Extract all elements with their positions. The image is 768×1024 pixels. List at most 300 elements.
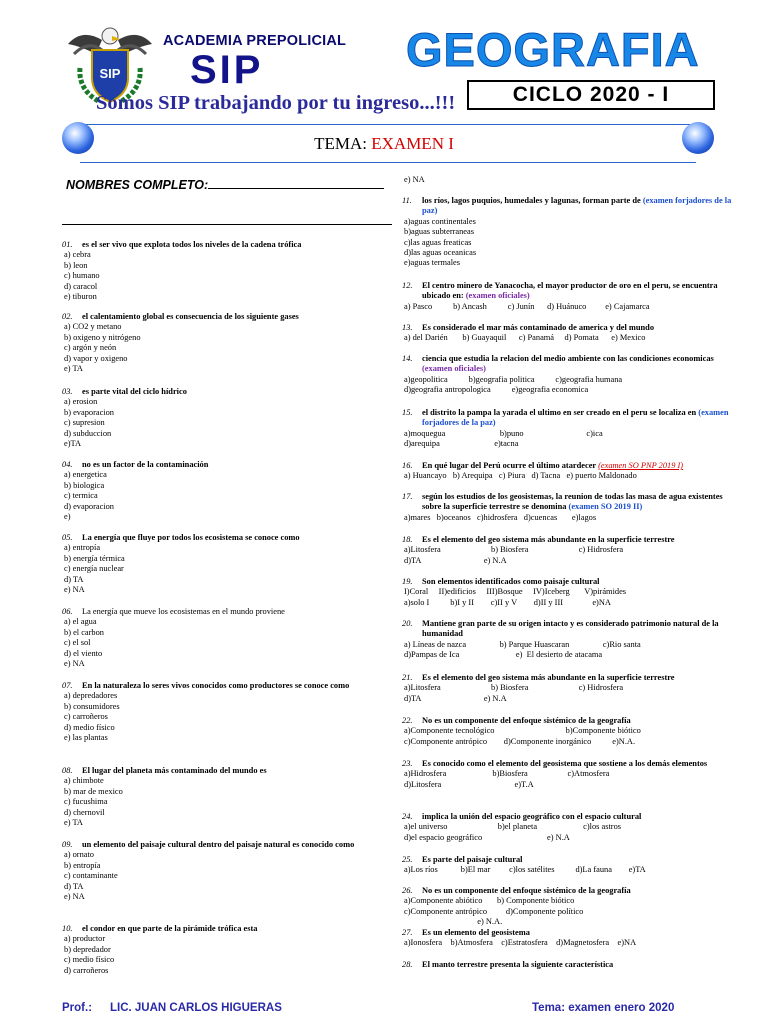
answer-option: a)mares (404, 512, 431, 522)
answer-option: b) oxigeno y nitrógeno (64, 332, 141, 342)
question-number: 19. (402, 577, 413, 586)
answer-option: e) Mexico (611, 333, 646, 343)
tema-heading (0, 134, 768, 154)
answer-option: b) Arequipa (452, 471, 493, 481)
answer-option: II)edificios (438, 587, 476, 597)
question-text: Es parte del paisaje cultural (422, 855, 523, 864)
question-text: Es el elemento del geo sistema más abundante en la superficie terrestre (422, 535, 675, 544)
answer-option: d)Magnetosfera (556, 938, 610, 948)
answer-option: a)Hidrosfera (404, 769, 447, 779)
answer-option: e) TA (64, 364, 83, 374)
answer-option: d)TA (404, 693, 422, 703)
answer-option: e)aguas termales (404, 258, 461, 268)
question-text: No es un componente del enfoque sistémico de la geografía (422, 886, 631, 895)
nombres-underline[interactable] (208, 176, 384, 189)
question-number: 22. (402, 716, 413, 725)
question-number: 28. (402, 960, 413, 969)
question-title (402, 323, 732, 333)
answer-option: a)Componente tecnológico (404, 726, 495, 736)
question-08 (62, 766, 392, 828)
answer-options-row (402, 471, 732, 481)
answer-options-row (402, 938, 732, 948)
question-27 (402, 928, 732, 949)
answer-option: c) Hidrosfera (578, 545, 624, 555)
exam-tag: (examen forjadores de la paz) (422, 196, 732, 216)
brand-title: SIP (190, 48, 264, 92)
question-text: ciencia que estudia la relacion del medio ambiente con las condiciones economicas (422, 354, 714, 363)
question-09 (62, 840, 392, 902)
answer-option: e)NA (592, 597, 611, 607)
question-text: Son elementos identificados como paisaje cultural (422, 577, 600, 586)
question-title (402, 928, 732, 938)
question-text: El centro minero de Yanacocha, el mayor productor de oro en el peru, se encuentra ubicado en: (422, 281, 718, 301)
answer-option: d) chernovil (64, 807, 105, 817)
answer-option: b) leon (64, 260, 88, 270)
answer-options-row (402, 822, 732, 832)
question-text: Es conocido como el elemento del geosistema que sostiene a los demás elementos (422, 759, 708, 768)
answer-option: c) Piura (498, 471, 526, 481)
question-number: 06. (62, 607, 73, 616)
question-title (62, 240, 392, 250)
answer-option: c)Componente antrópico (404, 736, 488, 746)
answer-option: e) NA (64, 659, 85, 669)
question-number: 23. (402, 759, 413, 768)
answer-option: c)ica (586, 428, 603, 438)
question-13 (402, 323, 732, 344)
answer-option: a)aguas continentales (404, 216, 476, 226)
answer-options-row (402, 598, 732, 608)
answer-option: c)Rio santa (602, 639, 641, 649)
answer-option: c) Junín (507, 301, 535, 311)
question-text: un elemento del paisaje cultural dentro del paisaje natural es conocido como (82, 840, 355, 849)
question-number: 15. (402, 408, 413, 417)
question-26 (402, 886, 732, 928)
question-number: 09. (62, 840, 73, 849)
answer-option: c)Estratosfera (501, 938, 548, 948)
question-text: No es un componente del enfoque sistémico de la geografía (422, 716, 631, 725)
exam-tag: (examen SO PNP 2019 I) (598, 461, 684, 470)
answer-option: d) Pomata (564, 333, 599, 343)
answer-option: e) N.A. (477, 917, 503, 927)
answer-option: a) productor (64, 934, 106, 944)
answer-option: b) Biosfera (491, 683, 529, 693)
question-title (402, 855, 732, 865)
answer-options-row (402, 726, 732, 736)
answer-option: c) contaminante (64, 871, 118, 881)
question-title (402, 886, 732, 896)
answer-option: e) El desierto de atacama (515, 650, 603, 660)
answer-option: IV)Iceberg (533, 587, 570, 597)
answer-option: a) depredadores (64, 691, 118, 701)
question-number: 01. (62, 240, 73, 249)
question-05 (62, 533, 392, 595)
question-number: 03. (62, 387, 73, 396)
answer-option: a)moquegua (404, 428, 446, 438)
question-number: 27. (402, 928, 413, 937)
answer-option: e) tiburon (64, 292, 97, 302)
question-text: el distrito la pampa la yarada el ultimo en ser creado en el peru se localiza en (422, 408, 697, 417)
answer-option: d)el espacio geográfico (404, 832, 483, 842)
answer-option: d) carroñeros (64, 965, 109, 975)
footer-prof-label: Prof.: (62, 1002, 93, 1014)
answer-option: e)tacna (494, 439, 519, 449)
answer-option: c) argón y neón (64, 343, 117, 353)
question-title (62, 387, 392, 397)
answer-option: d)II y III (533, 597, 564, 607)
answer-option: b) consumidores (64, 701, 120, 711)
question-number: 08. (62, 766, 73, 775)
cycle-box: CICLO 2020 - I (467, 80, 715, 110)
question-number: 12. (402, 281, 413, 290)
exam-tag: (examen oficiales) (422, 364, 486, 374)
answer-options-row (402, 640, 732, 650)
question-title (62, 766, 392, 776)
answer-option: a)Los ríos (404, 865, 438, 875)
eagle-head (102, 28, 118, 44)
answer-options-row (402, 780, 732, 790)
answer-option: b) Ancash (453, 301, 487, 311)
answer-option: a) energetica (64, 470, 107, 480)
answer-option: e) (64, 512, 71, 522)
answer-options-row (402, 385, 732, 395)
answer-option: a)Componente abiótico (404, 896, 483, 906)
question-title (402, 535, 732, 545)
question-06 (62, 607, 392, 669)
question-15 (402, 408, 732, 450)
question-12 (402, 281, 732, 312)
answer-option: b)oceanos (436, 512, 471, 522)
question-text: En la naturaleza lo seres vivos conocidos como productores se conoce como (82, 681, 350, 690)
question-text: es el ser vivo que explota todos los niveles de la cadena trófica (82, 240, 302, 249)
logo-text: SIP (99, 66, 121, 81)
answer-options-row (402, 587, 732, 597)
question-number: 02. (62, 312, 73, 321)
answer-option: d) caracol (64, 281, 98, 291)
tema-label: TEMA: (314, 134, 367, 153)
answer-option: e) Cajamarca (605, 301, 650, 311)
answer-option: d) evaporacion (64, 501, 114, 511)
question-number: 21. (402, 673, 413, 682)
answer-option: b) Parque Huascaran (499, 639, 570, 649)
question-title (62, 924, 392, 934)
answer-option: d)cuencas (523, 512, 558, 522)
answer-option: c) el sol (64, 638, 91, 648)
answer-option: b) energía térmica (64, 553, 125, 563)
question-25 (402, 855, 732, 876)
answer-option: a) Líneas de nazca (404, 639, 467, 649)
answer-option: b)I y II (450, 597, 475, 607)
answer-option: d) el viento (64, 648, 103, 658)
question-text: el condor en que parte de la pirámide trófica esta (82, 924, 258, 933)
question-number: 25. (402, 855, 413, 864)
band-bottom-line (80, 162, 696, 163)
question-18 (402, 535, 732, 566)
answer-option: d) TA (64, 574, 84, 584)
answer-option: c)hidrosfera (477, 512, 518, 522)
answer-options-row (402, 439, 732, 449)
answer-option: b)aguas subterraneas (404, 227, 474, 237)
answer-option: d)Componente político (505, 906, 584, 916)
question-23 (402, 759, 732, 790)
question-text: según los estudios de los geosistemas, la reunion de todas las masa de agua existentes sobre la superficie terrestre se denomina (422, 492, 723, 512)
answer-option: a)Litosfera (404, 545, 441, 555)
answer-option: b) depredador (64, 944, 111, 954)
question-11 (402, 196, 732, 269)
answer-option: c)los satélites (509, 865, 555, 875)
answer-option: b) entropía (64, 860, 101, 870)
question-text: Es considerado el mar más contaminado de america y del mundo (422, 323, 655, 332)
question-text: En qué lugar del Perú ocurre el último atardecer (422, 461, 596, 470)
question-text: Es el elemento del geo sistema más abundante en la superficie terrestre (422, 673, 675, 682)
question-text: implica la unión del espacio geográfico con el espacio cultural (422, 812, 642, 821)
footer-tema: Tema: examen enero 2020 (532, 1002, 675, 1014)
answer-option: a) erosion (64, 397, 98, 407)
answer-option: a) el agua (64, 617, 97, 627)
answer-option: b)el planeta (497, 822, 538, 832)
answer-option: e) N.A (483, 555, 507, 565)
answer-option: d)arequipa (404, 439, 440, 449)
question-title (62, 681, 392, 691)
answer-option: d)La fauna (575, 865, 612, 875)
answer-options-row (402, 375, 732, 385)
answer-options-row (402, 556, 732, 566)
answer-option: b)geografia politica (468, 374, 535, 384)
answer-option: d) Huánuco (547, 301, 587, 311)
question-title (62, 533, 392, 543)
answer-option: c)II y V (490, 597, 517, 607)
question-title (402, 812, 732, 822)
answer-option: b)Biosfera (492, 769, 528, 779)
answer-options-row (402, 917, 732, 927)
answer-options-row (402, 737, 732, 747)
answer-option: I)Coral (404, 587, 429, 597)
answer-option: a)Ionosfera (404, 938, 443, 948)
question-title (402, 492, 732, 513)
tema-value: EXAMEN I (371, 134, 454, 153)
exam-tag: (examen forjadores de la paz) (422, 408, 729, 428)
question-text: Mantiene gran parte de su origen intacto y es considerado patrimonio natural de la humanidad (422, 619, 719, 639)
answer-option: e) TA (64, 818, 83, 828)
answer-option: c) energía nuclear (64, 564, 124, 574)
answer-option: c) Panamá (518, 333, 555, 343)
question-17 (402, 492, 732, 523)
question-title (402, 461, 732, 471)
answer-option: d)geografia antropologica (404, 385, 491, 395)
answer-option: b) Componente biótico (497, 896, 575, 906)
answer-option: d) TA (64, 881, 84, 891)
answer-option: b) Biosfera (491, 545, 529, 555)
question-number: 24. (402, 812, 413, 821)
band-top-line (80, 124, 696, 125)
question-text: es parte vital del ciclo hídrico (82, 387, 187, 396)
answer-option: a) chimbote (64, 776, 104, 786)
answer-option: d) vapor y oxigeno (64, 353, 128, 363)
question-number: 11. (402, 196, 412, 205)
answer-option: e) NA (64, 892, 85, 902)
question-01 (62, 240, 392, 302)
answer-option: b) biologica (64, 480, 105, 490)
question-text: el calentamiento global es consecuencia de los siguiente gases (82, 312, 299, 321)
answer-option: a) ornato (64, 850, 94, 860)
answer-option: b) Guayaquil (462, 333, 507, 343)
answer-option: c) fucushima (64, 797, 108, 807)
nombres-field[interactable] (66, 176, 384, 192)
exam-tag: (examen oficiales) (465, 291, 530, 301)
question-title (62, 607, 392, 617)
nombres-label: NOMBRES COMPLETO: (66, 178, 209, 192)
answer-option: d) medio físico (64, 722, 115, 732)
question-number: 18. (402, 535, 413, 544)
answer-options-row (402, 694, 732, 704)
academy-name: ACADEMIA PREPOLICIAL (163, 33, 347, 49)
answer-option: d)Litosfera (404, 779, 442, 789)
question-title (62, 460, 392, 470)
answer-option: III)Bosque (486, 587, 523, 597)
answer-options-row (402, 333, 732, 343)
question-title (62, 312, 392, 322)
answer-option: d) subduccion (64, 428, 112, 438)
answer-option: b)Componente biótico (565, 726, 641, 736)
answer-option: b)El mar (460, 865, 491, 875)
answer-option: c)geografia humana (555, 374, 623, 384)
answer-options-row (402, 907, 732, 917)
slogan: Somos SIP trabajando por tu ingreso...!!! (96, 92, 456, 114)
answer-option: e)T.A (514, 779, 534, 789)
answer-options-row (402, 769, 732, 779)
question-text: La energía que fluye por todos los ecosistema se conoce como (82, 533, 300, 542)
question-number: 10. (62, 924, 73, 933)
answer-option: c) termica (64, 491, 98, 501)
answer-option: c)Componente antrópico (404, 906, 488, 916)
answer-option: e)N.A. (612, 736, 636, 746)
question-title (402, 577, 732, 587)
question-text: El manto terrestre presenta la siguiente característica (422, 960, 614, 969)
question-number: 14. (402, 354, 413, 363)
answer-options-row (402, 302, 732, 312)
answer-option: e)geografia economica (511, 385, 589, 395)
answer-option: e) N.A (547, 832, 570, 842)
answer-options-row (402, 865, 732, 875)
answer-option: e) NA (404, 175, 425, 184)
question-number: 16. (402, 461, 413, 470)
question-number: 26. (402, 886, 413, 895)
answer-options-row (402, 650, 732, 660)
answer-option: d)las aguas oceanicas (404, 248, 477, 258)
question-text: El lugar del planeta más contaminado del mundo es (82, 766, 267, 775)
answer-option: c) medio físico (64, 955, 115, 965)
question-number: 13. (402, 323, 413, 332)
question-02 (62, 312, 392, 374)
answer-option: e) NA (64, 585, 85, 595)
answer-options-row (402, 683, 732, 693)
answer-option: c) supresion (64, 418, 105, 428)
answer-option: b) mar de mexico (64, 786, 123, 796)
exam-tag: (examen SO 2019 II) (568, 502, 643, 512)
answer-options-row (402, 545, 732, 555)
question-title (402, 960, 732, 970)
question-28 (402, 960, 732, 970)
question-title (402, 673, 732, 683)
answer-option: a) Pasco (404, 301, 433, 311)
answer-option: d)Componente inorgánico (503, 736, 592, 746)
answer-options-row (402, 513, 732, 523)
question-number: 20. (402, 619, 413, 628)
question-number: 05. (62, 533, 73, 542)
answer-option: a)solo I (404, 597, 430, 607)
question-text: los ríos, lagos puquios, humedales y lagunas, forman parte de (422, 196, 641, 205)
answer-option: V)pirámides (584, 587, 627, 597)
answer-option: a) Huancayo (404, 471, 447, 481)
question-16 (402, 461, 732, 482)
answer-option: a)Litosfera (404, 683, 441, 693)
answer-option: e)NA (617, 938, 637, 948)
answer-option: e)lagos (571, 512, 597, 522)
question-title (402, 354, 732, 375)
question-03 (62, 387, 392, 449)
footer-prof-name: LIC. JUAN CARLOS HIGUERAS (110, 1002, 282, 1014)
answer-option: e)TA (64, 439, 81, 449)
question-20 (402, 619, 732, 661)
question-number: 17. (402, 492, 413, 501)
answer-option: e) N.A (483, 693, 507, 703)
answer-option: c) Hidrosfera (578, 683, 624, 693)
answer-option: b)puno (499, 428, 524, 438)
answer-option: b) evaporacion (64, 407, 114, 417)
question-04 (62, 460, 392, 522)
question-number: 07. (62, 681, 73, 690)
answer-option: a) CO2 y metano (64, 322, 122, 332)
answer-option: e) las plantas (64, 733, 108, 743)
question-number: 04. (62, 460, 73, 469)
answer-option: c)las aguas freaticas (404, 237, 472, 247)
question-19 (402, 577, 732, 608)
answer-option: b)Atmosfera (450, 938, 493, 948)
answer-option: c) humano (64, 271, 100, 281)
answer-option: a) cebra (64, 250, 91, 260)
question-24 (402, 812, 732, 843)
answer-option: a) del Darién (404, 333, 448, 343)
answer-option: c) carroñeros (64, 712, 108, 722)
question-10 (62, 924, 392, 976)
question-text: La energía que mueve los ecosistemas en el mundo proviene (82, 607, 285, 616)
answer-option: a)geopolitica (404, 374, 448, 384)
carry-over-option (402, 175, 732, 185)
question-title (402, 619, 732, 640)
answer-option: c)los astros (583, 822, 622, 832)
question-title (402, 408, 732, 429)
question-text: Es un elemento del geosistema (422, 928, 530, 937)
question-title (402, 281, 732, 302)
answer-options-row (402, 833, 732, 843)
answer-option: e) puerto Maldonado (566, 471, 637, 481)
answer-options-row (402, 429, 732, 439)
question-title (402, 716, 732, 726)
answer-option: b) el carbon (64, 627, 104, 637)
question-21 (402, 673, 732, 704)
answer-option: a) entropía (64, 543, 101, 553)
question-22 (402, 716, 732, 747)
question-title (402, 196, 732, 217)
subject-title: GEOGRAFIA (406, 23, 700, 76)
question-title (62, 840, 392, 850)
question-title (402, 759, 732, 769)
answer-option: d)Pampas de Ica (404, 650, 460, 660)
question-text: no es un factor de la contaminación (82, 460, 209, 469)
answer-option: d)TA (404, 555, 422, 565)
question-07 (62, 681, 392, 743)
answer-option: d) Tacna (531, 471, 561, 481)
name-blank-line (62, 224, 392, 225)
